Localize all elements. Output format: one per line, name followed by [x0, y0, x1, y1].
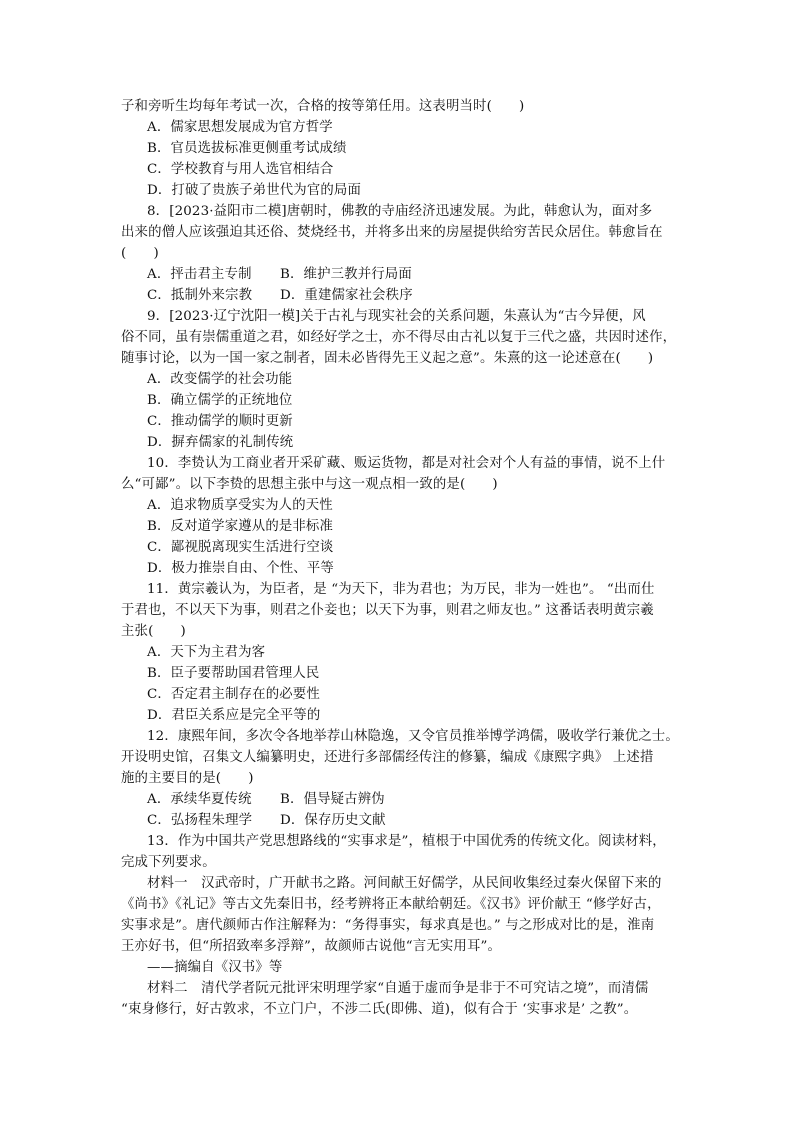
q12-option-c: C．弘扬程朱理学 [147, 813, 253, 828]
material-one-line3: 实事求是”。唐代颜师古作注解释为：“务得事实，每求真是也。” 与之形成对比的是，淮南 [121, 918, 655, 933]
q11-stem-line1: 11．黄宗羲认为，为臣者，是 “为天下，非为君也；为万民，非为一姓也”。 “出而仕 [147, 582, 655, 597]
q11-option-c: C．否定君主制存在的必要性 [147, 687, 320, 702]
q13-stem-line1: 13．作为中国共产党思想路线的“实事求是”，植根于中国优秀的传统文化。阅读材料， [147, 834, 666, 849]
q7-option-c: C．学校教育与用人选官相结合 [147, 162, 334, 177]
q10-option-b: B．反对道学家遵从的是非标准 [147, 519, 334, 534]
q12-stem-line1: 12．康熙年间，多次令各地举荐山林隐逸，又令官员推举博学鸿儒，吸收学行兼优之士。 [147, 729, 679, 744]
material-one-source: ——摘编自《汉书》等 [147, 960, 283, 975]
q9-stem-line3: 随事讨论，以为一国一家之制者，固未必皆得先王义起之意”。朱熹的这一论述意在( ) [121, 351, 654, 366]
q11-option-d: D．君臣关系应是完全平等的 [147, 708, 321, 723]
q8-option-d: D．重建儒家社会秩序 [280, 288, 413, 303]
q11-stem-line2: 于君也，不以天下为事，则君之仆妾也；以天下为事，则君之师友也。” 这番话表明黄宗羲 [121, 603, 654, 618]
q10-stem-line1: 10．李贽认为工商业者开采矿藏、贩运货物，都是对社会对个人有益的事情，说不上什 [147, 456, 666, 471]
q12-option-b: B．倡导疑古辨伪 [280, 792, 385, 807]
q8-option-c: C．抵制外来宗教 [147, 288, 253, 303]
q8-option-a: A．抨击君主专制 [147, 267, 252, 282]
q10-option-c: C．鄙视脱离现实生活进行空谈 [147, 540, 334, 555]
q8-option-b: B．维护三教并行局面 [280, 267, 412, 282]
q7-option-a: A．儒家思想发展成为官方哲学 [147, 120, 333, 135]
material-two-line2: “束身修行，好古敦求，不立门户，不涉二氏(即佛、道)，似有合于 ‘实事求是’ 之教”。 [121, 1002, 638, 1017]
q8-stem-line1: 8．[2023·益阳市二模]唐朝时，佛教的寺庙经济迅速发展。为此，韩愈认为，面对多 [147, 204, 653, 219]
q8-stem-line3: ( ) [121, 246, 159, 261]
q12-stem-line2: 开设明史馆，召集文人编纂明史，还进行多部儒经传注的修纂，编成《康熙字典》 上述措 [121, 750, 654, 765]
q9-option-c: C．推动儒学的顺时更新 [147, 414, 293, 429]
q10-option-a: A．追求物质享受实为人的天性 [147, 498, 333, 513]
q9-stem-line1: 9．[2023·辽宁沈阳一模]关于古礼与现实社会的关系问题，朱熹认为“古今异便，风 [147, 309, 646, 324]
q12-stem-line3: 施的主要目的是( ) [121, 771, 254, 786]
q8-stem-line2: 出来的僧人应该强迫其还俗、焚烧经书，并将多出来的房屋提供给穷苦民众居住。韩愈旨在 [121, 225, 663, 240]
q11-option-a: A．天下为主君为客 [147, 645, 266, 660]
material-two-line1: 材料二 清代学者阮元批评宋明理学家“自遁于虚而争是非于不可究诘之境”，而清儒 [147, 981, 649, 996]
q7-option-b: B．官员选拔标准更侧重考试成绩 [147, 141, 347, 156]
q12-option-d: D．保存历史文献 [280, 813, 386, 828]
q9-option-a: A．改变儒学的社会功能 [147, 372, 293, 387]
q10-option-d: D．极力推崇自由、个性、平等 [147, 561, 334, 576]
q9-stem-line2: 俗不同，虽有崇儒重道之君，如经好学之士，亦不得尽由古礼以复于三代之盛，共因时述作， [121, 330, 677, 345]
material-one-line2: 《尚书》《礼记》等古文先秦旧书，经考辨将正本献给朝廷。《汉书》评价献王 “修学好古， [121, 897, 661, 912]
q7-stem-tail: 子和旁听生均每年考试一次，合格的按等第任用。这表明当时( ) [121, 99, 525, 114]
q9-option-b: B．确立儒学的正统地位 [147, 393, 293, 408]
q12-option-a: A．承续华夏传统 [147, 792, 252, 807]
material-one-line4: 王亦好书，但“所招致率多浮辩”，故颜师古说他“言无实用耳”。 [121, 939, 502, 954]
q10-stem-line2: 么“可鄙”。以下李贽的思想主张中与这一观点相一致的是( ) [121, 477, 498, 492]
q11-option-b: B．臣子要帮助国君管理人民 [147, 666, 320, 681]
q11-stem-line3: 主张( ) [121, 624, 186, 639]
q9-option-d: D．摒弃儒家的礼制传统 [147, 435, 294, 450]
q13-stem-line2: 完成下列要求。 [121, 855, 216, 870]
q7-option-d: D．打破了贵族子弟世代为官的局面 [147, 183, 361, 198]
material-one-line1: 材料一 汉武帝时，广开献书之路。河间献王好儒学，从民间收集经过秦火保留下来的 [147, 876, 662, 891]
